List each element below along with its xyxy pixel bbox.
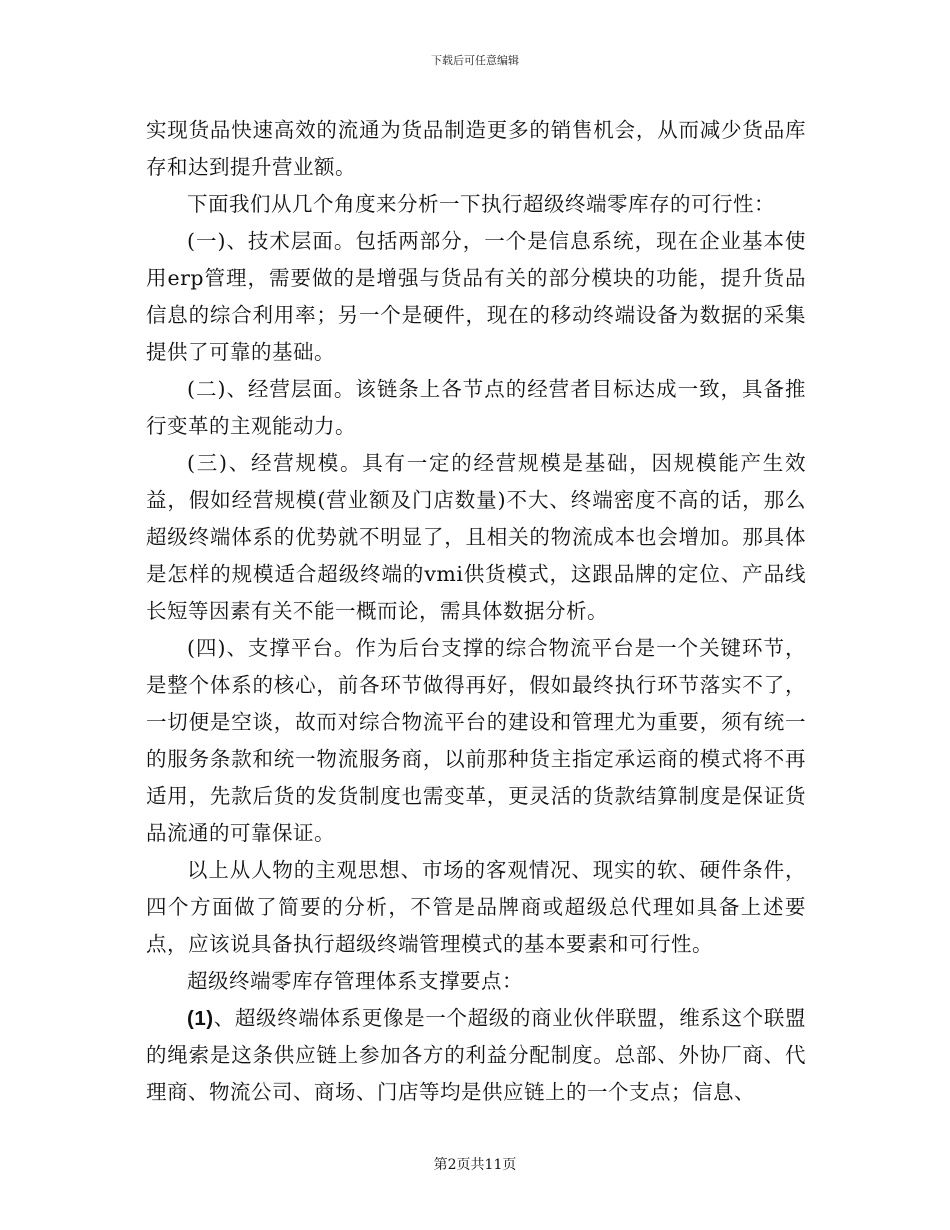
paragraph-platform: (四)、支撑平台。作为后台支撑的综合物流平台是一个关键环节，是整个体系的核心，前各环节做得再好，假如最终执行环节落实不了，一切便是空谈，故而对综合物流平台的建设和管理尤为重要，须有统一的服务条款和统一物流服务商，以前那种货主指定承运商的模式将不再适用，先款后货的发货制度也需变革，更灵活的货款结算制度是保证货品流通的可靠保证。 — [146, 636, 806, 845]
paragraph-continuation: 实现货品快速高效的流通为货品制造更多的销售机会，从而减少货品库存和达到提升营业额。 — [146, 118, 806, 179]
page-footer: 第2页共11页 — [433, 1157, 517, 1173]
paragraph-point-1 — [146, 1000, 806, 1111]
paragraph-intro: 下面我们从几个角度来分析一下执行超级终端零库存的可行性： — [187, 192, 775, 216]
paragraph-operation: (二)、经营层面。该链条上各节点的经营者目标达成一致，具备推行变革的主观能动力。 — [146, 377, 806, 438]
paragraph-summary: 以上从人物的主观思想、市场的客观情况、现实的软、硬件条件，四个方面做了简要的分析，不管是品牌商或超级总代理如具备上述要点，应该说具备执行超级终端管理模式的基本要素和可行性。 — [146, 858, 806, 956]
document-body — [146, 112, 806, 1111]
point-number: (1) — [187, 1007, 214, 1030]
point-text: 、超级终端体系更像是一个超级的商业伙伴联盟，维系这个联盟的绳索是这条供应链上参加各方的利益分配制度。总部、外协厂商、代理商、物流公司、商场、门店等均是供应链上的一个支点；信息、 — [146, 1006, 806, 1104]
paragraph-technology: (一)、技术层面。包括两部分，一个是信息系统，现在企业基本使用erp管理，需要做的是增强与货品有关的部分模块的功能，提升货品信息的综合利用率；另一个是硬件，现在的移动终端设备为数据的采集提供了可靠的基础。 — [146, 229, 806, 364]
page-header: 下载后可任意编辑 — [431, 54, 519, 67]
paragraph-support-heading: 超级终端零库存管理体系支撑要点： — [187, 969, 523, 993]
paragraph-scale: (三)、经营规模。具有一定的经营规模是基础，因规模能产生效益，假如经营规模(营业额及门店数量)不大、终端密度不高的话，那么超级终端体系的优势就不明显了，且相关的物流成本也会增加。那具体是怎样的规模适合超级终端的vmi供货模式，这跟品牌的定位、产品线长短等因素有关不能一概而论，需具体数据分析。 — [146, 451, 806, 623]
